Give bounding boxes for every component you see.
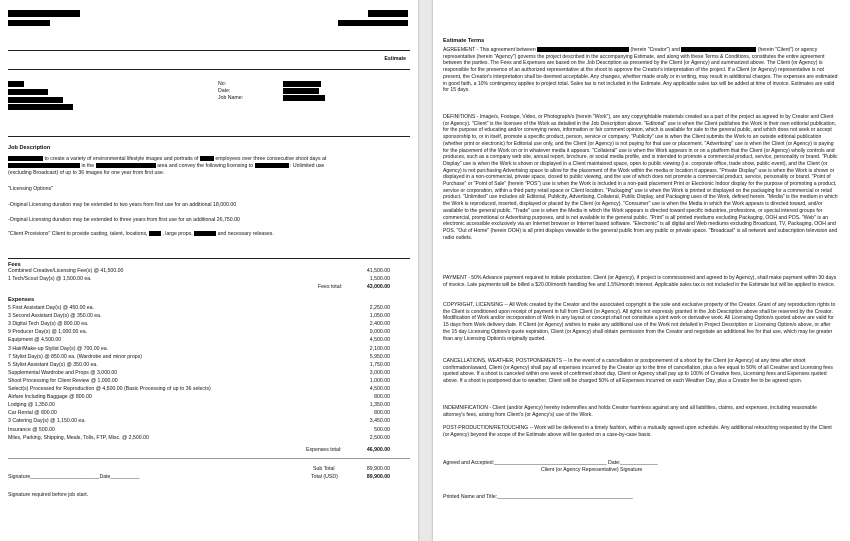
line-item-label: Combined Creative/Licensing Fee(s) @ 41,500.00 [8, 268, 124, 274]
fees-total: 43,000.00 [366, 284, 390, 290]
line-item-amount: 1,750.00 [369, 361, 390, 368]
line-item-amount: 2,250.00 [369, 305, 390, 311]
payment-paragraph: PAYMENT - 50% Advance payment required to initiate production. Client (or Agency), if project is commissioned and agreed to by Agency), shall make payment within 30 days of invoice. Late payments will be billed a $20.00/month handling fee and 1.5%/month interest. Applicable sales tax is not included in the Estimate but will be applied to invoice. [443, 275, 837, 288]
signature-note: Signature required before job start. [8, 492, 89, 498]
line-item-label: Equipment @ 4,500.00 [8, 337, 62, 344]
estimate-date-label: Date: [218, 88, 231, 94]
line-item-label: Supplemental Wardrobe and Props @ 3,000.00 [8, 369, 118, 376]
cancellations-paragraph: CANCELLATIONS, WEATHER, POSTPONEMENTS -- In the event of a cancellation or postponement of a shoot by the Client (or Agency) at any time after shoot confirmation/award, Client (or Agency) shall pay all expenses incurred by the Creator up to the time of cancellation, plus a fee equal to 50% of all Creative and Licensing fees quoted above. If a shoot is canceled within one week of confirmed shoot day, Client or Agency shall pay up to 100% of Creative fees, Licensing fees and Expenses quoted above. If a shoot is postponed due to weather, Client will be charged 50% of all Expenses incurred on each Weather Day, plus a Creator fee to be agreed upon. [443, 358, 833, 385]
licensing-option-1: -Original Licensing duration may be extended to two years from first use for an additional 18,000.00 [8, 202, 237, 208]
licensing-options-label: "Licensing Options" [8, 186, 53, 192]
client-signature-caption: Client (or Agency Representative) Signature [541, 467, 643, 473]
line-item-amount: 1,350.00 [369, 402, 390, 409]
expenses-total-label: Expenses total: [306, 447, 342, 453]
job-description-line-1: to create a variety of environmental lifestyle images and portraits of employees over three consecutive shoot days at [8, 156, 326, 163]
postproduction-paragraph: POST-PRODUCTION/RETOUCHING -- Work will be delivered in a timely fashion, within a mutually agreed upon schedule. Any additional retouching requested by the Client (or Agency) beyond the scope of the Estimate above will be quoted on a case-by-case basis. [443, 425, 832, 438]
divider [8, 50, 410, 51]
estimate-label: Estimate [384, 56, 406, 62]
line-item-amount: 4,500.00 [369, 386, 390, 392]
line-item-amount: 3,450.00 [369, 418, 390, 425]
line-item-label: 3 Catering Day(s) @ 1,150.00 ea. [8, 418, 86, 425]
line-item-label: 1 Tech/Scout Day(s) @ 1,500.00 ea. [8, 275, 92, 282]
line-item-label: Insurance @ 500.00 [8, 426, 55, 433]
job-name-label: Job Name: [218, 95, 244, 101]
redacted-creator-contact [368, 10, 408, 17]
redacted-client-address-3 [8, 104, 73, 110]
line-item-label: 3 Hair/Make-up Stylist Day(s) @ 700.00 ea. [8, 345, 109, 352]
job-description-line-3: (excluding Broadcast) of up to 36 images for one year from first use. [8, 170, 165, 176]
definitions-paragraph: DEFINITIONS - Image/s, Footage, Video, or Photograph/s (herein "Work"), are any copyrightable materials created as a part of the project as agreed to by Creator and Client (or Agency). "Client" is the licensee of the Work as detailed in the Job Description above. "Editorial" use is when the Client publishes the Work in their own editorial publication, for the purpose of educating and/or conveying news, information or fair comment opinion, which is available for sale to the general public, and which does not seek or accept sponsorship to, or in itself, promote a specific product, person, service or company. "Publicity" use is when the Client submits the Work to an outside editorial publication (whether print or electronic) for Editorial use only, and the Client (or Agency) is not paying for that use or placement. "Advertising" use is when the Client (or Agency) is paying for the placement of the Work on or in whatever media it appears. "Collateral" use is when the Work appears in or on a platform that the Client (or Agency) wholly controls and produces, such as a company web site, annual report, brochure, or social media profile, and is intended to promote a commercial product, service, personality or brand. "Public Display" use is when the Work is shown or displayed in a Client maintained space, open to public viewing (i.e. corporate office, trade show, public event), and the Client (or Agency) is not purchasing Advertising space to allow for the placement of the Work within the media or location it appears. "Private Display" use is when the Work is shown or displayed in a non-commercial, private space, closed to public viewing, and the use of which does not promote a commercial product, service, personality or brand. "Point of Purchase" or "Point of Sale" (herein "POS") use is when the Work is included in a non-paid placement Print or Electronic Indoor display for the purpose of promoting a product, service or corporation, within a third party retail space or Client location. "Packaging" use is when the Work is printed or displayed on the packaging for a commercial or retail product. "Unlimited" use includes all: Editorial, Publicity, Advertising, Collateral, Public Display, and Packaging uses of the Work, defined herein. "Media" is the medium in which the Work is reproduced, inserted, displayed or placed by the Client (or Agency). "Consumer" use is when the Media in which the Work appears is directed toward, and/or available to the general public. "Trade" use is when the Media in which the Work appears is directed toward specific industries, professions, or special interest groups for commercial, promotional or Advertising purposes, and is not available to the general public. "Print" is all printed mediums excluding Packaging, OOH and POS. "Web" is an electronic accessible exclusively via an Internet browser or Internet based software. "Electronic" is all digital and Web mediums excluding Broadcast, TV, Packaging, OOH and POS. "Out of Home" (herein OOH) is all print displays viewable to the general public from any public or private space. "Broadcast" is all network and subscription television and radio outlets. [443, 114, 838, 241]
divider [8, 258, 410, 259]
redacted-provision [194, 231, 216, 236]
subtotal-value: 89,900.00 [366, 466, 390, 472]
total-label: Total (USD) [311, 474, 338, 480]
estimate-no-label: No: [218, 81, 227, 87]
redacted-licensee [255, 163, 289, 168]
line-item-label: Shoot Processing for Client Review @ 1,000.00 [8, 377, 118, 384]
redacted-job-name [283, 95, 325, 101]
total-value: 89,900.00 [366, 474, 390, 480]
estimate-page [0, 0, 418, 541]
redacted-client-address [8, 89, 48, 95]
line-item-amount: 2,400.00 [369, 321, 390, 328]
line-item-label: Select(s) Processed for Reproduction @ 4,500.00 (Basic Processing of up to 36 selects) [8, 386, 211, 392]
line-item-label: Lodging @ 1,350.00 [8, 402, 55, 409]
fees-heading: Fees [8, 262, 21, 268]
line-item-label: Miles, Parking, Shipping, Meals, Tolls, FTP, Misc. @ 2,500.00 [8, 434, 149, 441]
line-item-amount: 2,500.00 [369, 434, 390, 441]
line-item-amount: 1,000.00 [369, 377, 390, 384]
redacted-client [681, 47, 756, 52]
redacted-location [8, 163, 80, 168]
line-item-amount: 2,100.00 [369, 345, 390, 352]
line-item-amount: 9,000.00 [369, 329, 390, 336]
line-item-label: 3 Second Assistant Day(s) @ 350.00 ea. [8, 313, 102, 320]
expenses-total: 46,900.00 [366, 447, 390, 453]
redacted-creator-address [8, 20, 50, 26]
agreement-paragraph: AGREEMENT - This agreement between (herein "Creator") and (herein "Client") or agency representative (herein "Agency") governs the project described in the accompanying Estimate, and along with these Terms & Conditions, constitutes the entire agreement between the parties. The Fees and Expenses are based on the Job Description as presented by the Client (or Agency) and summarized above. The Client (or Agency) is responsible for the presence of an authorized representative at the shoot to approve the Creator's interpretation of the project. If a Client (or Agency) representative is not present, the Creator's interpretation shall be deemed acceptable. Any changes, whether made orally or in writing, may result in additional charges. The expenses are estimated in good faith, a 10% contingency applies to project total. Sales tax is not included in the Estimate. Any applicable sales tax will be added at time of invoice. Estimates are valid for 15 days. [443, 47, 838, 94]
divider [8, 69, 410, 70]
line-item-label: 3 Digital Tech Day(s) @ 800.00 ea. [8, 321, 89, 328]
estimate-terms-page [433, 0, 850, 541]
copyright-paragraph: COPYRIGHT, LICENSING -- All Work created by the Creator and the associated copyright is the sole and exclusive property of the Creator. Grant of any reproduction rights to the Client is conditioned upon receipt of payment in full from Client (or Agency). All rights not expressly granted in the Job Description above shall be reserved by the Creator. Modification of Work and/or incorporation of Work in any layout or concept shall not constitute a joint work or derivative work. All Licensing Option/s quoted above are valid for 15 days from Work delivery date. If Client (or Agency) wishes to make any additional use of the Work not detailed in Project Description or Licensing Option/s above, or after the 15 day Licensing Option/s quote expiration, Client (or Agency) shall obtain permission from the Creator and negotiate an additional fee for that use, which may be greater than any Licensing Option/s originally quoted. [443, 302, 836, 342]
subtotal-label: Sub Total [313, 466, 335, 472]
agreed-accepted-line[interactable]: Agreed and Accepted:_______________________________________ Date:_____________ [443, 460, 658, 466]
line-item-label: 7 Stylist Day(s) @ 850.00 ea. (Wardrobe and minor props) [8, 353, 142, 360]
signature-line[interactable]: Signature________________________Date__________ [8, 474, 140, 480]
indemnification-paragraph: INDEMNIFICATION - Client (and/or Agency) hereby indemnifies and holds Creator harmless against any and all liabilities, claims, and expenses, including reasonable attorney's fees, arising from Client's (or Agency's) use of the Work. [443, 405, 817, 418]
line-item-label: 9 Producer Day(s) @ 1,000.00 ea. [8, 329, 88, 336]
redacted-date [283, 88, 319, 94]
client-provisions: "Client Provisions" Client to provide casting, talent, locations, , large props, and necessary releases. [8, 231, 274, 237]
redacted-creator [537, 47, 629, 52]
line-item-amount: 3,000.00 [369, 369, 390, 376]
line-item-label: Airfare Including Baggage @ 800.00 [8, 394, 92, 401]
line-item-amount: 4,500.00 [369, 337, 390, 344]
redacted-client-name [8, 81, 24, 87]
redacted-client [8, 156, 43, 161]
redacted-provision [149, 231, 161, 236]
line-item-amount: 1,050.00 [369, 313, 390, 320]
redacted-area [96, 163, 156, 168]
line-item-label: 5 Stylist Assistant Day(s) @ 350.00 ea. [8, 361, 98, 368]
line-item-label: 5 First Assistant Day(s) @ 450.00 ea. [8, 305, 94, 311]
redacted-client-address-2 [8, 97, 63, 103]
line-item-amount: 800.00 [374, 394, 390, 401]
divider [8, 458, 410, 459]
printed-name-line[interactable]: Printed Name and Title:_______________________________________________ [443, 494, 633, 500]
job-description-line-2: in the area and convey the following licensing to : Unlimited use [8, 163, 324, 170]
line-item-label: Car Rental @ 800.00 [8, 410, 57, 417]
redacted-creator-name [8, 10, 80, 17]
expenses-heading: Expenses [8, 297, 35, 303]
divider [8, 136, 410, 137]
line-item-amount: 1,500.00 [369, 275, 390, 282]
redacted-company [200, 156, 214, 161]
line-item-amount: 500.00 [374, 426, 390, 433]
licensing-option-2: -Original Licensing duration may be extended to three years from first use for an additional 26,750.00 [8, 217, 240, 223]
job-description-heading: Job Description [8, 145, 51, 151]
redacted-estimate-no [283, 81, 321, 87]
redacted-creator-contact-2 [338, 20, 408, 26]
estimate-terms-heading: Estimate Terms [443, 38, 485, 44]
line-item-amount: 41,500.00 [366, 268, 390, 274]
line-item-amount: 800.00 [374, 410, 390, 417]
fees-total-label: Fees total: [318, 284, 343, 290]
line-item-amount: 5,950.00 [369, 353, 390, 360]
